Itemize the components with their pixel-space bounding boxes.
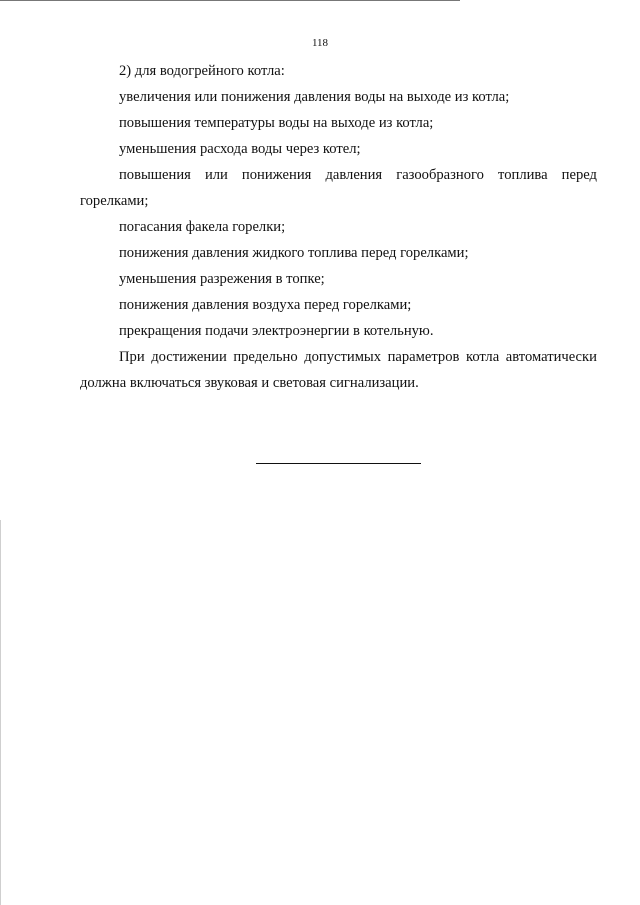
paragraph-flame-out: погасания факела горелки;: [119, 219, 286, 235]
end-divider-line: [256, 463, 421, 464]
scan-edge-top: [0, 0, 460, 1]
paragraph-power-loss: прекращения подачи электроэнергии в котельную.: [119, 323, 434, 339]
document-body: [80, 58, 597, 396]
word: давления: [325, 167, 383, 183]
paragraph-gas-pressure-line1: [80, 162, 597, 188]
word: или: [204, 167, 228, 183]
word: достижении: [151, 349, 227, 365]
word: понижения: [241, 167, 312, 183]
paragraph-liquid-fuel-pressure: понижения давления жидкого топлива перед горелками;: [119, 245, 469, 261]
paragraph-boiler-heading: 2) для водогрейного котла:: [119, 63, 285, 79]
word: топлива: [498, 167, 548, 183]
paragraph-alarm-line2: должна включаться звуковая и световая сигнализации.: [80, 375, 419, 391]
paragraph-water-temperature: повышения температуры воды на выходе из котла;: [119, 115, 434, 131]
paragraph-air-pressure: понижения давления воздуха перед горелками;: [119, 297, 412, 313]
scan-edge-left: [0, 520, 1, 905]
word: параметров: [387, 349, 460, 365]
word: газообразного: [396, 167, 484, 183]
word: автоматически: [505, 349, 597, 365]
paragraph-water-pressure: увеличения или понижения давления воды на выходе из котла;: [119, 89, 510, 105]
word: перед: [561, 167, 597, 183]
word: повышения: [119, 167, 191, 183]
word: При: [119, 349, 145, 365]
paragraph-gas-pressure-line2: горелками;: [80, 193, 149, 209]
word: котла: [465, 349, 500, 365]
paragraph-alarm-line1: [80, 344, 597, 370]
paragraph-water-flow: уменьшения расхода воды через котел;: [119, 141, 361, 157]
page-number: 118: [311, 37, 329, 49]
word: допустимых: [304, 349, 382, 365]
word: предельно: [233, 349, 298, 365]
paragraph-furnace-draft: уменьшения разрежения в топке;: [119, 271, 325, 287]
